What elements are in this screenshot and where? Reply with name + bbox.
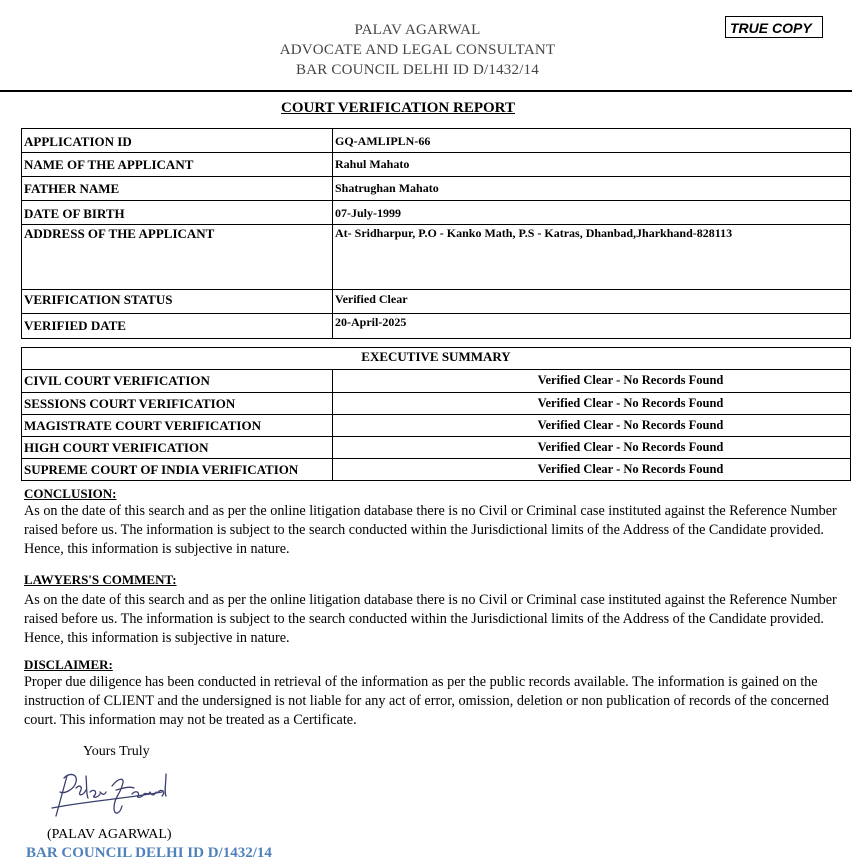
true-copy-stamp: TRUE COPY [725,16,823,38]
table-row [22,437,851,459]
row-value: Shatrughan Mahato [333,177,851,201]
signatory-bar-id: BAR COUNCIL DELHI ID D/1432/14 [26,845,272,861]
lawyers-comment-title: LAWYERS'S COMMENT: [24,572,177,587]
row-value: Verified Clear - No Records Found [333,459,851,481]
report-title: COURT VERIFICATION REPORT [281,100,515,116]
row-value: 07-July-1999 [333,201,851,225]
row-label: SESSIONS COURT VERIFICATION [22,393,333,415]
executive-summary-table [21,347,851,481]
row-label: APPLICATION ID [22,129,333,153]
table-row [22,177,851,201]
table-row [22,370,851,393]
row-label: MAGISTRATE COURT VERIFICATION [22,415,333,437]
row-label: NAME OF THE APPLICANT [22,153,333,177]
disclaimer-title: DISCLAIMER: [24,657,113,672]
table-row [22,314,851,339]
row-value: Rahul Mahato [333,153,851,177]
disclaimer-section [24,657,844,730]
handwritten-signature [50,768,180,826]
table-row [22,348,851,370]
row-label: FATHER NAME [22,177,333,201]
conclusion-title: CONCLUSION: [24,486,117,501]
lawyers-comment-section [24,572,844,648]
row-label: VERIFICATION STATUS [22,290,333,314]
row-value: 20-April-2025 [333,314,851,339]
row-label: HIGH COURT VERIFICATION [22,437,333,459]
row-value: Verified Clear [333,290,851,314]
disclaimer-text: Proper due diligence has been conducted in retrieval of the information as per the public records available. The information is gained on the instruction of CLIENT and the undersigned is not liable for any act of error, omission, deletion or non publication of records of the concerned court. This information may not be treated as a Certificate. [24,674,829,728]
advocate-bar-id: BAR COUNCIL DELHI ID D/1432/14 [296,62,539,78]
row-value: Verified Clear - No Records Found [333,393,851,415]
row-label: ADDRESS OF THE APPLICANT [22,225,333,290]
table-row [22,459,851,481]
row-value: GQ-AMLIPLN-66 [333,129,851,153]
advocate-name: PALAV AGARWAL [354,22,481,38]
summary-title: EXECUTIVE SUMMARY [22,348,851,370]
table-row [22,129,851,153]
row-label: CIVIL COURT VERIFICATION [22,370,333,393]
row-label: SUPREME COURT OF INDIA VERIFICATION [22,459,333,481]
row-label: DATE OF BIRTH [22,201,333,225]
table-row [22,225,851,290]
lawyers-comment-text: As on the date of this search and as per the online litigation database there is no Civil or Criminal case instituted against the Reference Number raised before us. The information is subject to the search conducted within the Jurisdictional limits of the Address of the Candidate provided. Hence, this information is subjective in nature. [24,592,837,646]
row-value: Verified Clear - No Records Found [333,437,851,459]
advocate-designation: ADVOCATE AND LEGAL CONSULTANT [279,42,556,58]
applicant-details-table [21,128,851,339]
table-row [22,201,851,225]
row-label: VERIFIED DATE [22,314,333,339]
header-divider [0,90,852,92]
closing-salutation: Yours Truly [83,744,150,759]
row-value: Verified Clear - No Records Found [333,370,851,393]
table-row [22,290,851,314]
conclusion-text: As on the date of this search and as per the online litigation database there is no Civil or Criminal case instituted against the Reference Number raised before us. The information is subject to the search conducted within the Jurisdictional limits of the Address of the Candidate provided. Hence, this information is subjective in nature. [24,503,837,557]
table-row [22,153,851,177]
table-row [22,393,851,415]
row-value: Verified Clear - No Records Found [333,415,851,437]
signatory-name: (PALAV AGARWAL) [47,827,172,842]
table-row [22,415,851,437]
row-value: At- Sridharpur, P.O - Kanko Math, P.S - Katras, Dhanbad,Jharkhand-828113 [333,225,851,290]
conclusion-section [24,486,844,559]
